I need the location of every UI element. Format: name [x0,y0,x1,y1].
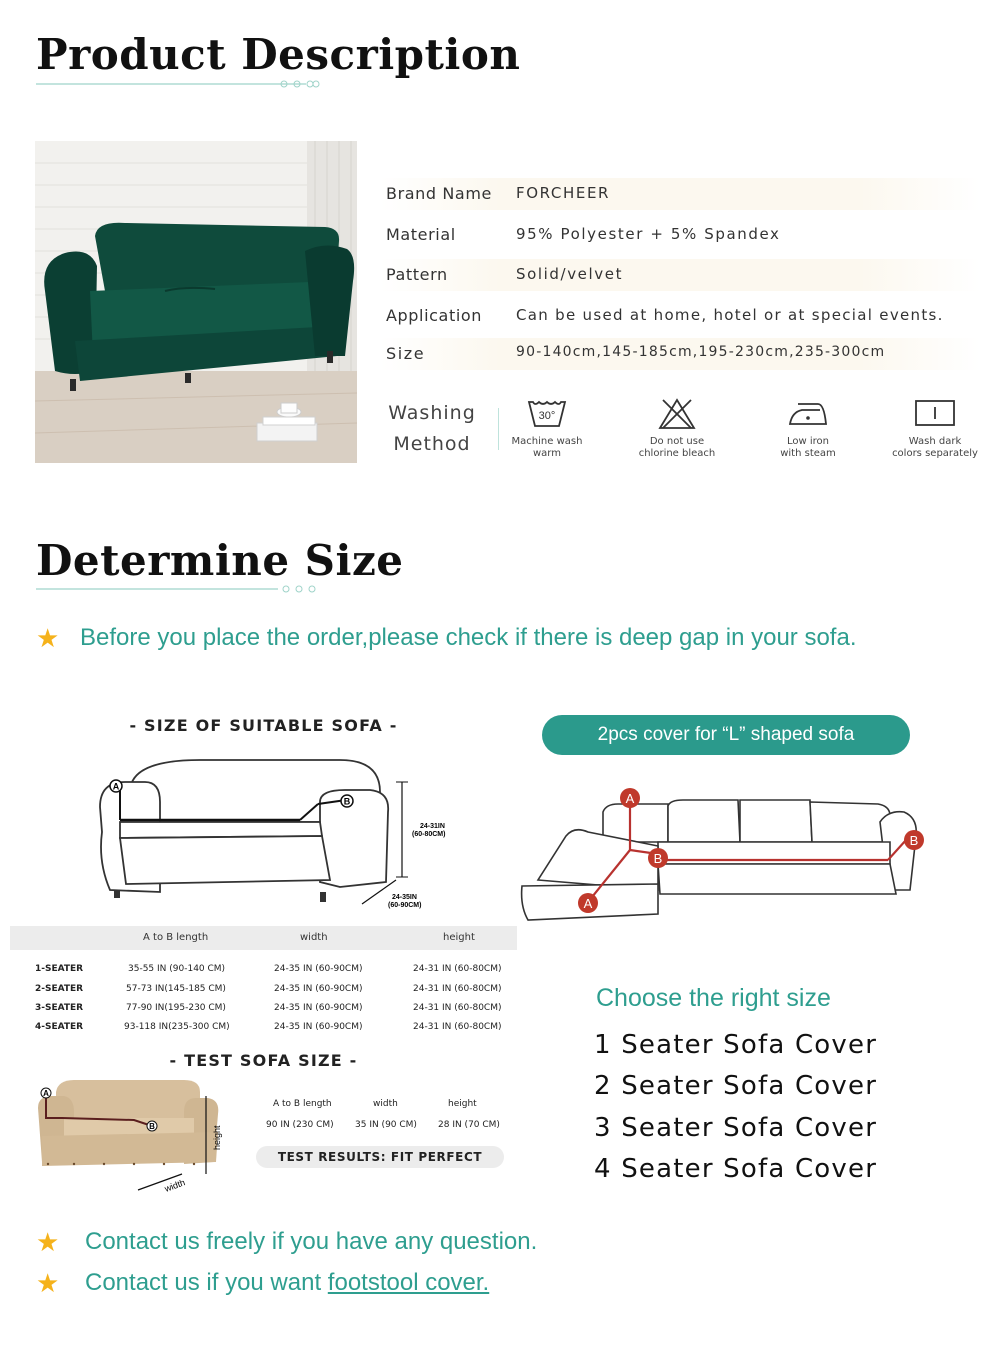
table-cell: 35-55 IN (90-140 CM) [128,964,226,974]
svg-text:30°: 30° [538,410,556,422]
l-shaped-sofa-diagram [518,780,938,940]
section-title-determine-size: Determine Size [36,536,404,585]
size-option-4: 4 Seater Sofa Cover [594,1154,878,1184]
svg-text:height: height [212,1125,222,1150]
contact-note: Contact us freely if you have any question. [85,1228,538,1255]
table-cell: 24-35 IN (60-90CM) [274,964,363,974]
wash-caption: Machine wash warm [511,436,583,459]
svg-text:A: A [625,791,635,806]
spec-value: Can be used at home, hotel or at special events. [516,306,944,324]
spec-value: FORCHEER [516,184,611,202]
washing-method-title [382,398,482,460]
green-sofa-image [35,141,357,463]
table-cell: 24-31 IN (60-80CM) [413,964,502,974]
washing-title-line2: Method [393,433,471,455]
svg-text:(60-90CM): (60-90CM) [388,902,422,909]
table-cell: 3-SEATER [35,1003,84,1013]
spec-row-material [380,219,980,251]
table-cell: 24-31 IN (60-80CM) [413,984,502,994]
footstool-note-text: Contact us if you want [85,1269,328,1296]
svg-text:A: A [112,781,120,792]
table-cell: 1-SEATER [35,964,84,974]
spec-label: Application [386,306,482,325]
svg-text:B: B [909,833,919,848]
l-shape-pill [542,715,910,755]
svg-text:B: B [653,851,663,866]
column-header: width [300,932,328,943]
spec-value: 95% Polyester + 5% Spandex [516,225,781,243]
svg-text:24-31IN: 24-31IN [420,823,445,830]
spec-row-pattern [380,259,980,291]
machine-wash-icon [525,398,569,430]
table-cell: 90 IN (230 CM) [266,1120,334,1130]
footstool-cover-link[interactable]: footstool cover. [327,1269,490,1296]
svg-text:24-35IN: 24-35IN [392,894,417,901]
svg-text:width: width [163,1177,187,1194]
gap-notice: Before you place the order,please check if there is deep gap in your sofa. [80,624,857,651]
column-header: height [448,1099,477,1109]
test-sofa-title: - TEST SOFA SIZE - [169,1051,358,1070]
spec-label: Size [386,344,426,363]
size-option-1: 1 Seater Sofa Cover [594,1030,878,1060]
table-cell: 93-118 IN(235-300 CM) [124,1022,230,1032]
table-cell: 2-SEATER [35,984,84,994]
footstool-note [85,1269,489,1297]
table-cell: 24-35 IN (60-90CM) [274,1022,363,1032]
table-cell: 24-31 IN (60-80CM) [413,1003,502,1013]
spec-label: Material [386,225,456,244]
no-bleach-icon [657,398,697,430]
star-icon: ★ [36,624,60,654]
spec-row-size [380,338,980,370]
table-cell: 35 IN (90 CM) [355,1120,417,1130]
low-iron-icon [786,398,830,430]
sofa-outline-diagram [90,752,470,912]
suitable-sofa-title: - SIZE OF SUITABLE SOFA - [129,716,398,735]
wash-item-iron [748,398,868,460]
table-cell: 77-90 IN(195-230 CM) [126,1003,226,1013]
l-shape-label: 2pcs cover for “L” shaped sofa [597,724,855,745]
section-title-product-description: Product Description [36,30,521,79]
title-underline-decoration [36,582,326,596]
wash-item-bleach [617,398,737,460]
table-cell: 24-35 IN (60-90CM) [274,984,363,994]
washing-title-line1: Washing [388,402,476,424]
wash-caption: Low iron with steam [780,436,836,459]
star-icon: ★ [36,1228,60,1258]
svg-text:(60-80CM): (60-80CM) [412,831,446,838]
choose-size-title: Choose the right size [596,984,831,1012]
spec-value: Solid/velvet [516,265,624,283]
star-icon: ★ [36,1269,60,1299]
svg-text:B: B [149,1122,155,1131]
size-option-2: 2 Seater Sofa Cover [594,1071,878,1101]
spec-row-brand [380,178,980,210]
test-sofa-image [34,1078,234,1196]
title-dots-decoration [280,77,320,91]
svg-text:A: A [43,1089,49,1098]
column-header: A to B length [273,1099,332,1109]
column-header: A to B length [143,932,209,943]
column-header: width [373,1099,398,1109]
table-cell: 28 IN (70 CM) [438,1120,500,1130]
table-cell: 24-31 IN (60-80CM) [413,1022,502,1032]
spec-row-application [380,300,980,332]
wash-item-dark [875,398,995,460]
wash-item-machine [487,398,607,460]
svg-text:A: A [583,896,593,911]
spec-label: Pattern [386,265,448,284]
svg-text:B: B [343,796,351,807]
table-cell: 57-73 IN(145-185 CM) [126,984,226,994]
size-option-3: 3 Seater Sofa Cover [594,1113,878,1143]
spec-value: 90-140cm,145-185cm,195-230cm,235-300cm [516,344,886,360]
test-result-badge: TEST RESULTS: FIT PERFECT [256,1146,504,1168]
column-header: height [443,932,475,943]
wash-caption: Do not use chlorine bleach [638,436,716,459]
spec-label: Brand Name [386,184,492,203]
table-cell: 4-SEATER [35,1022,84,1032]
size-table-header [10,926,517,950]
table-cell: 24-35 IN (60-90CM) [274,1003,363,1013]
wash-dark-icon [913,398,957,430]
product-photo [35,141,357,463]
wash-caption: Wash dark colors separately [892,436,978,459]
